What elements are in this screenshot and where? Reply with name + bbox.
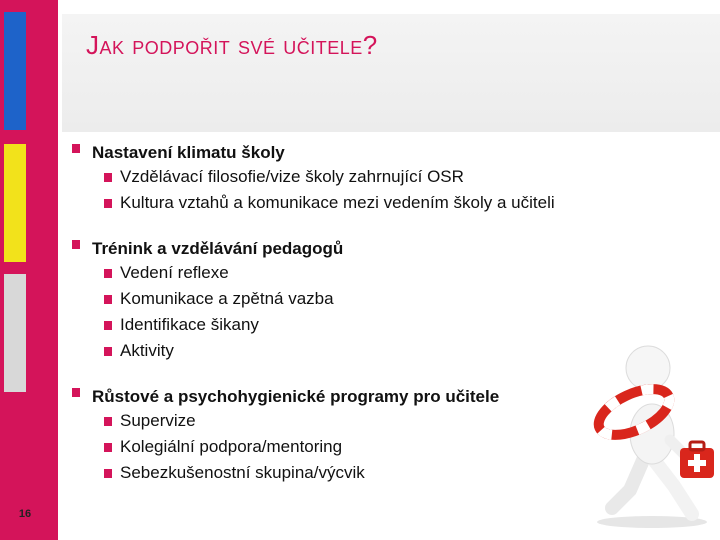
yellow-accent-block <box>4 144 26 262</box>
section-heading <box>72 142 592 164</box>
list-item-text: Sebezkušenostní skupina/výcvik <box>120 463 365 482</box>
list-item-text: Vzdělávací filosofie/vize školy zahrnující OSR <box>120 167 464 186</box>
section-heading-text: Trénink a vzdělávání pedagogů <box>92 239 344 258</box>
bullet-square-icon <box>104 443 112 452</box>
list-item <box>72 460 592 486</box>
left-color-bar <box>0 0 58 540</box>
section-heading <box>72 238 592 260</box>
bullet-square-icon <box>104 173 112 182</box>
section-heading <box>72 386 592 408</box>
list-item <box>72 190 592 216</box>
list-item-text: Komunikace a zpětná vazba <box>120 289 334 308</box>
bullet-square-icon <box>104 269 112 278</box>
gray-accent-block <box>4 274 26 392</box>
running-figure-with-lifebuoy-and-first-aid-kit-icon <box>582 330 720 530</box>
bullet-square-icon <box>104 295 112 304</box>
bullet-square-icon <box>72 240 80 249</box>
blue-accent-block <box>4 12 26 130</box>
list-item <box>72 408 592 434</box>
list-item <box>72 260 592 286</box>
bullet-square-icon <box>104 417 112 426</box>
list-item-text: Identifikace šikany <box>120 315 259 334</box>
list-item <box>72 434 592 460</box>
section-heading-text: Růstové a psychohygienické programy pro učitele <box>92 387 500 406</box>
bullet-square-icon <box>72 388 80 397</box>
bullet-square-icon <box>104 199 112 208</box>
list-item-text: Aktivity <box>120 341 174 360</box>
section-training <box>72 238 592 364</box>
list-item-text: Kolegiální podpora/mentoring <box>120 437 343 456</box>
list-item <box>72 164 592 190</box>
bullet-square-icon <box>104 469 112 478</box>
list-item-text: Vedení reflexe <box>120 263 229 282</box>
list-item <box>72 312 592 338</box>
list-item-text: Kultura vztahů a komunikace mezi vedením školy a učiteli <box>120 193 555 212</box>
bullet-square-icon <box>104 321 112 330</box>
bullet-content <box>72 142 592 508</box>
page-number: 16 <box>18 508 32 520</box>
section-heading-text: Nastavení klimatu školy <box>92 143 285 162</box>
slide-title: Jak podpořit své učitele? <box>86 30 378 60</box>
bullet-square-icon <box>72 144 80 153</box>
list-item <box>72 338 592 364</box>
list-item <box>72 286 592 312</box>
bullet-square-icon <box>104 347 112 356</box>
list-item-text: Supervize <box>120 411 196 430</box>
section-growth <box>72 386 592 486</box>
section-climate <box>72 142 592 216</box>
